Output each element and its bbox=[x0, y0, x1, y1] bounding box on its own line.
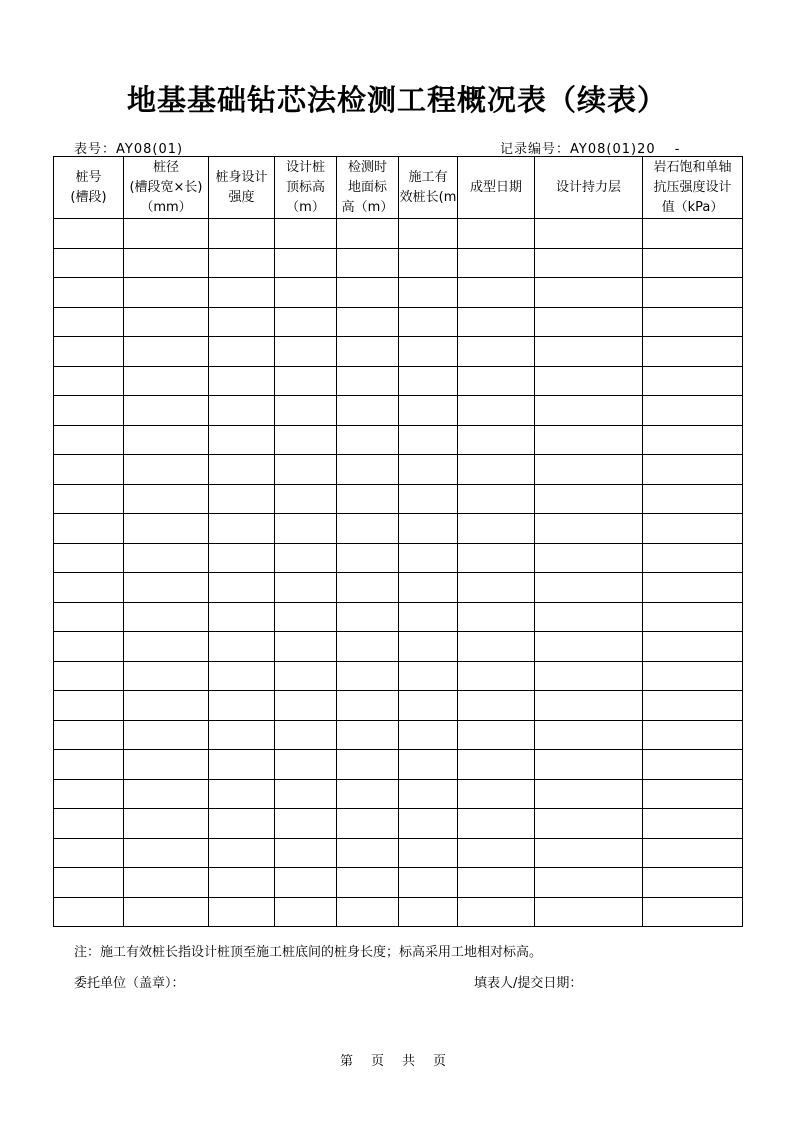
table-cell[interactable] bbox=[643, 278, 743, 308]
pager-word: 页 bbox=[371, 1054, 385, 1069]
table-cell[interactable] bbox=[275, 455, 337, 485]
table-body bbox=[54, 219, 743, 927]
table-row bbox=[54, 838, 743, 868]
page-title: 地基基础钻芯法检测工程概况表（续表） bbox=[126, 83, 667, 117]
table-cell[interactable] bbox=[337, 219, 399, 249]
table-cell[interactable] bbox=[458, 455, 535, 485]
table-row bbox=[54, 543, 743, 573]
table-cell[interactable] bbox=[337, 307, 399, 337]
table-cell[interactable] bbox=[337, 278, 399, 308]
table-cell[interactable] bbox=[209, 809, 275, 839]
table-cell[interactable] bbox=[124, 396, 209, 426]
table-cell[interactable] bbox=[643, 720, 743, 750]
table-cell[interactable] bbox=[124, 307, 209, 337]
table-cell[interactable] bbox=[535, 455, 643, 485]
table-cell[interactable] bbox=[399, 750, 458, 780]
table-cell[interactable] bbox=[275, 691, 337, 721]
table-cell[interactable] bbox=[54, 720, 124, 750]
table-row bbox=[54, 809, 743, 839]
table-cell[interactable] bbox=[275, 307, 337, 337]
table-cell[interactable] bbox=[458, 809, 535, 839]
table-cell[interactable] bbox=[643, 779, 743, 809]
column-header-effective-length: 施工有 效桩长(m bbox=[399, 157, 458, 219]
table-cell[interactable] bbox=[275, 248, 337, 278]
table-cell[interactable] bbox=[209, 366, 275, 396]
table-cell[interactable] bbox=[399, 897, 458, 927]
table-cell[interactable] bbox=[399, 632, 458, 662]
table-cell[interactable] bbox=[124, 779, 209, 809]
table-cell[interactable] bbox=[458, 779, 535, 809]
table-cell[interactable] bbox=[209, 838, 275, 868]
table-cell[interactable] bbox=[458, 691, 535, 721]
table-cell[interactable] bbox=[399, 455, 458, 485]
table-row bbox=[54, 219, 743, 249]
table-cell[interactable] bbox=[399, 720, 458, 750]
table-cell[interactable] bbox=[458, 720, 535, 750]
form-number-label: 表号： bbox=[74, 142, 117, 157]
table-cell[interactable] bbox=[337, 514, 399, 544]
table-cell[interactable] bbox=[337, 602, 399, 632]
table-cell[interactable] bbox=[535, 691, 643, 721]
table-cell[interactable] bbox=[54, 602, 124, 632]
table-cell[interactable] bbox=[643, 543, 743, 573]
table-cell[interactable] bbox=[54, 514, 124, 544]
table-cell[interactable] bbox=[643, 219, 743, 249]
table-cell[interactable] bbox=[337, 337, 399, 367]
table-cell[interactable] bbox=[54, 248, 124, 278]
table-cell[interactable] bbox=[643, 602, 743, 632]
table-cell[interactable] bbox=[337, 838, 399, 868]
table-cell[interactable] bbox=[54, 543, 124, 573]
form-number bbox=[74, 138, 183, 157]
table-cell[interactable] bbox=[458, 396, 535, 426]
table-cell[interactable] bbox=[458, 661, 535, 691]
table-cell[interactable] bbox=[275, 661, 337, 691]
table-cell[interactable] bbox=[275, 396, 337, 426]
table-cell[interactable] bbox=[275, 366, 337, 396]
record-number bbox=[500, 138, 680, 157]
table-cell[interactable] bbox=[124, 484, 209, 514]
table-cell[interactable] bbox=[54, 396, 124, 426]
table-cell[interactable] bbox=[275, 425, 337, 455]
table-cell[interactable] bbox=[275, 838, 337, 868]
table-cell[interactable] bbox=[124, 248, 209, 278]
table-cell[interactable] bbox=[124, 455, 209, 485]
table-cell[interactable] bbox=[643, 632, 743, 662]
table-row bbox=[54, 573, 743, 603]
column-header-bearing-layer: 设计持力层 bbox=[535, 157, 643, 219]
table-row bbox=[54, 779, 743, 809]
table-cell[interactable] bbox=[337, 750, 399, 780]
table-cell[interactable] bbox=[458, 366, 535, 396]
pager-word: 共 bbox=[402, 1054, 416, 1069]
table-cell[interactable] bbox=[399, 307, 458, 337]
table-row bbox=[54, 455, 743, 485]
table-cell[interactable] bbox=[535, 425, 643, 455]
page-footer bbox=[340, 1050, 464, 1069]
table-row bbox=[54, 425, 743, 455]
table-cell[interactable] bbox=[124, 366, 209, 396]
table-row bbox=[54, 396, 743, 426]
table-cell[interactable] bbox=[209, 514, 275, 544]
table-cell[interactable] bbox=[124, 809, 209, 839]
table-cell[interactable] bbox=[643, 396, 743, 426]
table-row bbox=[54, 484, 743, 514]
form-number-value: AY08(01) bbox=[116, 142, 184, 157]
table-cell[interactable] bbox=[399, 868, 458, 898]
table-cell[interactable] bbox=[337, 868, 399, 898]
table-cell[interactable] bbox=[124, 632, 209, 662]
table-cell[interactable] bbox=[54, 307, 124, 337]
table-cell[interactable] bbox=[54, 573, 124, 603]
table-cell[interactable] bbox=[275, 779, 337, 809]
table-cell[interactable] bbox=[399, 366, 458, 396]
table-cell[interactable] bbox=[399, 691, 458, 721]
table-cell[interactable] bbox=[399, 278, 458, 308]
table-cell[interactable] bbox=[209, 602, 275, 632]
table-cell[interactable] bbox=[458, 897, 535, 927]
table-cell[interactable] bbox=[643, 514, 743, 544]
table-cell[interactable] bbox=[275, 868, 337, 898]
table-cell[interactable] bbox=[209, 337, 275, 367]
table-cell[interactable] bbox=[337, 897, 399, 927]
table-cell[interactable] bbox=[337, 543, 399, 573]
table-cell[interactable] bbox=[337, 632, 399, 662]
table-cell[interactable] bbox=[54, 366, 124, 396]
table-row bbox=[54, 278, 743, 308]
table-row bbox=[54, 307, 743, 337]
table-row bbox=[54, 750, 743, 780]
table-cell[interactable] bbox=[209, 868, 275, 898]
table-cell[interactable] bbox=[275, 632, 337, 662]
table-cell[interactable] bbox=[458, 337, 535, 367]
table-cell[interactable] bbox=[535, 366, 643, 396]
table-cell[interactable] bbox=[535, 809, 643, 839]
column-header-ground-elevation: 检测时 地面标 高（m） bbox=[337, 157, 399, 219]
table-cell[interactable] bbox=[643, 809, 743, 839]
pager-word: 页 bbox=[433, 1054, 447, 1069]
table-row bbox=[54, 691, 743, 721]
table-cell[interactable] bbox=[399, 543, 458, 573]
table-cell[interactable] bbox=[54, 750, 124, 780]
table-cell[interactable] bbox=[337, 396, 399, 426]
table-cell[interactable] bbox=[54, 691, 124, 721]
table-cell[interactable] bbox=[535, 484, 643, 514]
table-row bbox=[54, 868, 743, 898]
table-note: 注：施工有效桩长指设计桩顶至施工桩底间的桩身长度；标高采用工地相对标高。 bbox=[74, 945, 543, 960]
table-cell[interactable] bbox=[337, 455, 399, 485]
table-cell[interactable] bbox=[337, 484, 399, 514]
table-cell[interactable] bbox=[535, 248, 643, 278]
table-cell[interactable] bbox=[458, 425, 535, 455]
table-cell[interactable] bbox=[458, 278, 535, 308]
table-cell[interactable] bbox=[209, 396, 275, 426]
table-cell[interactable] bbox=[209, 543, 275, 573]
table-cell[interactable] bbox=[124, 602, 209, 632]
pager-word: 第 bbox=[340, 1054, 354, 1069]
table-cell[interactable] bbox=[399, 337, 458, 367]
table-cell[interactable] bbox=[535, 278, 643, 308]
column-header-pile-top-elevation: 设计桩 顶标高 （m） bbox=[275, 157, 337, 219]
table-cell[interactable] bbox=[643, 661, 743, 691]
table-cell[interactable] bbox=[643, 425, 743, 455]
table-cell[interactable] bbox=[209, 307, 275, 337]
table-cell[interactable] bbox=[535, 514, 643, 544]
column-header-design-strength: 桩身设计 强度 bbox=[209, 157, 275, 219]
table-cell[interactable] bbox=[275, 514, 337, 544]
table-cell[interactable] bbox=[209, 455, 275, 485]
table-cell[interactable] bbox=[54, 897, 124, 927]
table-cell[interactable] bbox=[643, 691, 743, 721]
table-cell[interactable] bbox=[209, 219, 275, 249]
table-cell[interactable] bbox=[399, 779, 458, 809]
table-cell[interactable] bbox=[399, 514, 458, 544]
column-header-forming-date: 成型日期 bbox=[458, 157, 535, 219]
table-cell[interactable] bbox=[458, 868, 535, 898]
table-cell[interactable] bbox=[124, 750, 209, 780]
table-cell[interactable] bbox=[399, 661, 458, 691]
table-cell[interactable] bbox=[535, 573, 643, 603]
table-cell[interactable] bbox=[535, 661, 643, 691]
table-cell[interactable] bbox=[535, 396, 643, 426]
table-cell[interactable] bbox=[275, 602, 337, 632]
table-cell[interactable] bbox=[209, 661, 275, 691]
table-cell[interactable] bbox=[337, 691, 399, 721]
table-cell[interactable] bbox=[643, 248, 743, 278]
table-cell[interactable] bbox=[643, 484, 743, 514]
table-cell[interactable] bbox=[535, 219, 643, 249]
table-cell[interactable] bbox=[209, 779, 275, 809]
table-cell[interactable] bbox=[399, 484, 458, 514]
table-row bbox=[54, 248, 743, 278]
table-cell[interactable] bbox=[124, 543, 209, 573]
table-cell[interactable] bbox=[399, 396, 458, 426]
client-signature-label: 委托单位（盖章）： bbox=[74, 976, 185, 991]
table-cell[interactable] bbox=[643, 897, 743, 927]
table-cell[interactable] bbox=[275, 219, 337, 249]
table-cell[interactable] bbox=[337, 573, 399, 603]
table-cell[interactable] bbox=[535, 897, 643, 927]
table-cell[interactable] bbox=[643, 366, 743, 396]
table-cell[interactable] bbox=[124, 219, 209, 249]
table-cell[interactable] bbox=[124, 278, 209, 308]
table-cell[interactable] bbox=[535, 779, 643, 809]
table-cell[interactable] bbox=[209, 484, 275, 514]
table-cell[interactable] bbox=[535, 868, 643, 898]
table-cell[interactable] bbox=[124, 868, 209, 898]
table-cell[interactable] bbox=[458, 573, 535, 603]
table-cell[interactable] bbox=[458, 219, 535, 249]
table-cell[interactable] bbox=[275, 337, 337, 367]
table-cell[interactable] bbox=[337, 779, 399, 809]
table-cell[interactable] bbox=[458, 838, 535, 868]
table-cell[interactable] bbox=[337, 248, 399, 278]
table-cell[interactable] bbox=[535, 543, 643, 573]
column-header-pile-no: 桩号 (槽段) bbox=[54, 157, 124, 219]
table-cell[interactable] bbox=[643, 868, 743, 898]
table-header-row bbox=[54, 157, 743, 219]
filler-date-label: 填表人/提交日期： bbox=[474, 976, 583, 991]
table-cell[interactable] bbox=[458, 484, 535, 514]
table-cell[interactable] bbox=[209, 720, 275, 750]
table-cell[interactable] bbox=[275, 543, 337, 573]
table-cell[interactable] bbox=[643, 750, 743, 780]
table-row bbox=[54, 897, 743, 927]
table-cell[interactable] bbox=[124, 514, 209, 544]
table-cell[interactable] bbox=[209, 897, 275, 927]
table-cell[interactable] bbox=[458, 602, 535, 632]
column-header-rock-strength: 岩石饱和单轴 抗压强度设计 值（kPa） bbox=[643, 157, 743, 219]
table-cell[interactable] bbox=[209, 750, 275, 780]
table-cell[interactable] bbox=[458, 632, 535, 662]
table-cell[interactable] bbox=[643, 838, 743, 868]
record-number-value: AY08(01)20 - bbox=[570, 142, 681, 157]
table-row bbox=[54, 720, 743, 750]
table-cell[interactable] bbox=[124, 838, 209, 868]
table-cell[interactable] bbox=[643, 573, 743, 603]
table-cell[interactable] bbox=[209, 573, 275, 603]
table-row bbox=[54, 602, 743, 632]
table-cell[interactable] bbox=[535, 750, 643, 780]
table-cell[interactable] bbox=[535, 632, 643, 662]
table-cell[interactable] bbox=[209, 278, 275, 308]
table-cell[interactable] bbox=[535, 307, 643, 337]
column-header-pile-diameter: 桩径 (槽段宽×长) （mm） bbox=[124, 157, 209, 219]
table-cell[interactable] bbox=[54, 868, 124, 898]
table-cell[interactable] bbox=[275, 720, 337, 750]
table-cell[interactable] bbox=[643, 307, 743, 337]
table-cell[interactable] bbox=[54, 779, 124, 809]
table-cell[interactable] bbox=[209, 425, 275, 455]
table-cell[interactable] bbox=[209, 248, 275, 278]
table-cell[interactable] bbox=[54, 661, 124, 691]
table-cell[interactable] bbox=[209, 632, 275, 662]
table-cell[interactable] bbox=[643, 337, 743, 367]
table-cell[interactable] bbox=[458, 543, 535, 573]
table-cell[interactable] bbox=[124, 691, 209, 721]
table-cell[interactable] bbox=[399, 425, 458, 455]
table-cell[interactable] bbox=[275, 484, 337, 514]
table-cell[interactable] bbox=[54, 219, 124, 249]
table-cell[interactable] bbox=[209, 691, 275, 721]
table-row bbox=[54, 514, 743, 544]
table-cell[interactable] bbox=[337, 809, 399, 839]
table-cell[interactable] bbox=[399, 219, 458, 249]
table-cell[interactable] bbox=[54, 838, 124, 868]
table-cell[interactable] bbox=[124, 337, 209, 367]
table-cell[interactable] bbox=[399, 602, 458, 632]
table-row bbox=[54, 337, 743, 367]
table-cell[interactable] bbox=[124, 720, 209, 750]
table-cell[interactable] bbox=[275, 897, 337, 927]
table-cell[interactable] bbox=[337, 661, 399, 691]
table-cell[interactable] bbox=[54, 278, 124, 308]
table-cell[interactable] bbox=[337, 425, 399, 455]
table-cell[interactable] bbox=[124, 425, 209, 455]
table-cell[interactable] bbox=[54, 425, 124, 455]
table-cell[interactable] bbox=[275, 278, 337, 308]
pile-overview-table bbox=[53, 156, 743, 927]
table-cell[interactable] bbox=[458, 307, 535, 337]
table-cell[interactable] bbox=[124, 897, 209, 927]
table-cell[interactable] bbox=[535, 337, 643, 367]
table-cell[interactable] bbox=[399, 838, 458, 868]
table-cell[interactable] bbox=[458, 248, 535, 278]
table-cell[interactable] bbox=[535, 602, 643, 632]
table-cell[interactable] bbox=[275, 573, 337, 603]
table-cell[interactable] bbox=[535, 838, 643, 868]
table-row bbox=[54, 661, 743, 691]
table-cell[interactable] bbox=[337, 366, 399, 396]
table-row bbox=[54, 632, 743, 662]
table-cell[interactable] bbox=[458, 750, 535, 780]
table-cell[interactable] bbox=[337, 720, 399, 750]
table-cell[interactable] bbox=[54, 455, 124, 485]
table-cell[interactable] bbox=[275, 750, 337, 780]
table-cell[interactable] bbox=[275, 809, 337, 839]
table-cell[interactable] bbox=[124, 661, 209, 691]
table-cell[interactable] bbox=[399, 248, 458, 278]
record-number-label: 记录编号： bbox=[500, 142, 571, 157]
table-cell[interactable] bbox=[54, 809, 124, 839]
table-cell[interactable] bbox=[54, 337, 124, 367]
table-cell[interactable] bbox=[458, 514, 535, 544]
table-cell[interactable] bbox=[399, 573, 458, 603]
table-cell[interactable] bbox=[124, 573, 209, 603]
table-cell[interactable] bbox=[535, 720, 643, 750]
table-cell[interactable] bbox=[54, 484, 124, 514]
table-cell[interactable] bbox=[399, 809, 458, 839]
table-row bbox=[54, 366, 743, 396]
table-cell[interactable] bbox=[643, 455, 743, 485]
table-cell[interactable] bbox=[54, 632, 124, 662]
